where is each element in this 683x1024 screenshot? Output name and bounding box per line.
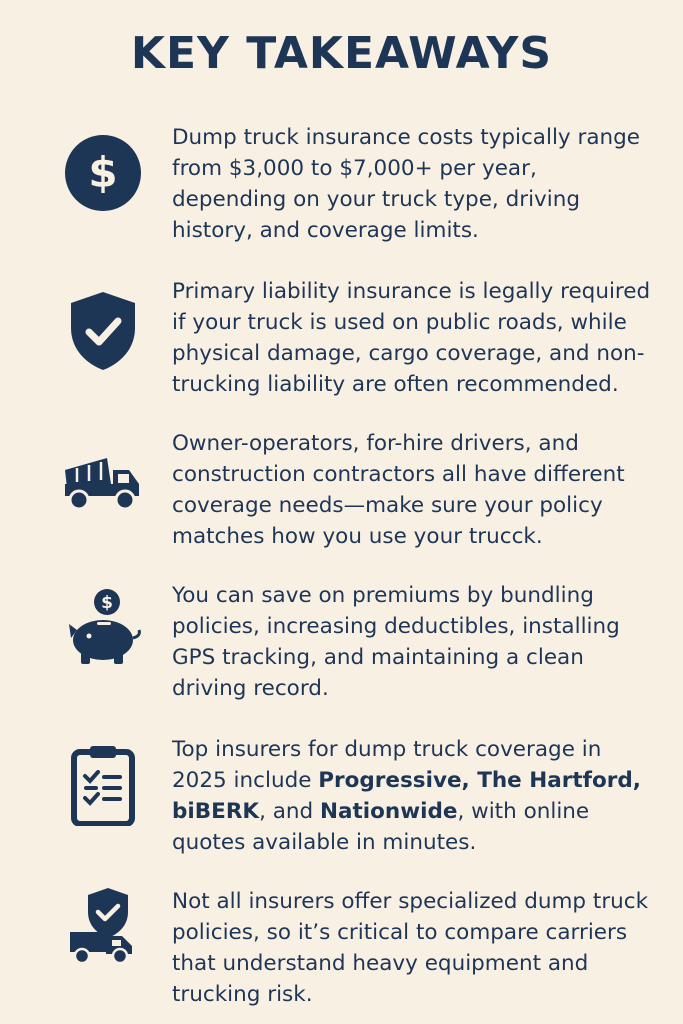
shield-check-icon bbox=[60, 286, 146, 376]
takeaway-text: Owner-operators, for-hire drivers, and construction contractors all have different coverage needs—make sure your policy matches how you use your trucck. bbox=[172, 431, 625, 549]
takeaway-text: Primary liability insurance is legally required if your truck is used on public roads, while physical damage, cargo coverage, and non-trucking liability are often recommended. bbox=[172, 279, 651, 397]
takeaway-text: Not all insurers offer specialized dump truck policies, so it’s critical to compare carriers that understand heavy equipment and trucking risk. bbox=[172, 889, 649, 1007]
takeaway-text: Dump truck insurance costs typically range from $3,000 to $7,000+ per year, depending on your truck type, driving history, and coverage limits. bbox=[172, 125, 640, 243]
dump-truck-icon bbox=[60, 448, 146, 518]
dollar-coin-icon bbox=[60, 130, 146, 216]
insurers-text-mid: , and bbox=[259, 799, 321, 824]
takeaway-text bbox=[172, 734, 652, 858]
piggy-bank-icon bbox=[60, 586, 146, 670]
insurer-names-bold: Progressive, The Hartford, biBERK bbox=[172, 768, 641, 824]
clipboard-checklist-icon bbox=[60, 740, 146, 830]
page-title: KEY TAKEAWAYS bbox=[130, 28, 553, 79]
truck-shield-icon bbox=[60, 886, 146, 970]
takeaway-text: You can save on premiums by bundling policies, increasing deductibles, installing GPS tracking, and maintaining a clean driving record. bbox=[172, 583, 620, 701]
insurer-nationwide-bold: Nationwide bbox=[320, 799, 458, 824]
insurers-text-end: , with online quotes available in minutes. bbox=[172, 799, 590, 855]
svg-text:$: $ bbox=[101, 593, 113, 613]
insurers-text-intro: Top insurers for dump truck coverage in 2025 include bbox=[172, 737, 602, 793]
svg-text:$: $ bbox=[88, 148, 118, 197]
